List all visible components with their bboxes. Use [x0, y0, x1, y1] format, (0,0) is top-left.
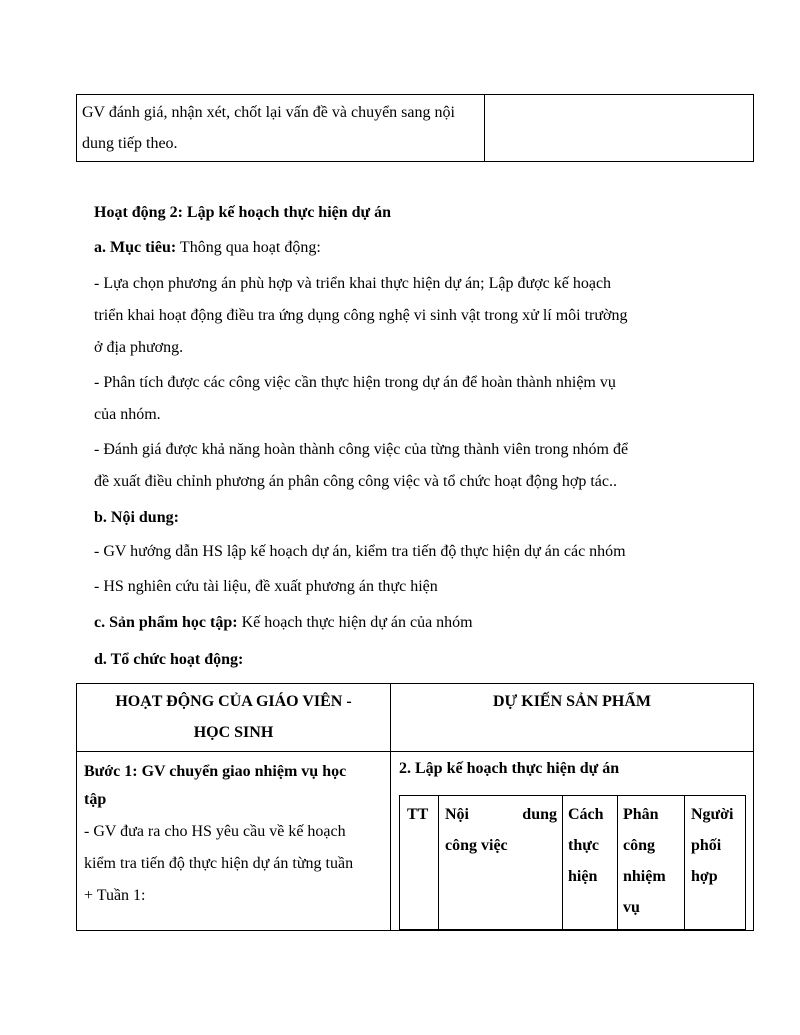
activity-table — [76, 683, 754, 931]
previous-table — [76, 94, 754, 162]
col-header-tt: TT — [407, 806, 429, 823]
header-word: Nội — [445, 806, 469, 823]
step-line: - GV đưa ra cho HS yêu cầu về kế hoạch — [84, 823, 346, 840]
header-word: phối — [691, 837, 722, 854]
objective-line: triển khai hoạt động điều tra ứng dụng công nghệ vi sinh vật trong xử lí môi trường — [94, 307, 628, 324]
table-divider — [484, 95, 485, 161]
table-cell-left: GV đánh giá, nhận xét, chốt lại vấn đề và chuyển sang nội dung tiếp theo. — [82, 104, 455, 152]
header-word: hiện — [568, 868, 598, 885]
objective-line: - Đánh giá được khả năng hoàn thành công việc của từng thành viên trong nhóm để — [94, 441, 629, 458]
section-heading: Hoạt động 2: Lập kế hoạch thực hiện dự án — [94, 204, 392, 221]
objective-line: của nhóm. — [94, 406, 161, 423]
header-word: Phân — [623, 806, 659, 823]
column-divider — [562, 796, 563, 929]
step-line: + Tuần 1: — [84, 887, 146, 904]
objective-intro: Thông qua hoạt động: — [179, 239, 321, 256]
col-header-assignment — [623, 799, 666, 923]
table-divider — [77, 751, 753, 752]
plan-table — [399, 795, 746, 931]
product-paragraph — [94, 613, 473, 633]
table-divider — [390, 684, 391, 930]
header-word: hợp — [691, 868, 718, 885]
header-word: nhiệm — [623, 868, 666, 885]
col-header-method — [568, 799, 604, 892]
step-line: kiểm tra tiến độ thực hiện dự án từng tuần — [84, 855, 354, 872]
header-word: thực — [568, 837, 599, 854]
content-line: - GV hướng dẫn HS lập kế hoạch dự án, kiểm tra tiến độ thực hiện dự án các nhóm — [94, 543, 626, 560]
header-line: HỌC SINH — [193, 724, 274, 741]
product-label: c. Sản phẩm học tập: — [94, 614, 238, 631]
objective-line: đề xuất điều chỉnh phương án phân công công việc và tổ chức hoạt động hợp tác.. — [94, 473, 618, 490]
header-word: công — [623, 837, 655, 854]
step-title: tập — [84, 791, 107, 808]
header-word: công việc — [445, 837, 508, 854]
organize-label: d. Tổ chức hoạt động: — [94, 651, 244, 668]
objective-paragraph — [94, 238, 321, 258]
col-header-coordinator — [691, 799, 733, 892]
step-title: Bước 1: GV chuyển giao nhiệm vụ học — [84, 763, 347, 780]
objective-line: ở địa phương. — [94, 339, 184, 356]
product-text: Kế hoạch thực hiện dự án của nhóm — [241, 614, 473, 631]
objective-line: - Phân tích được các công việc cần thực hiện trong dự án để hoàn thành nhiệm vụ — [94, 374, 616, 391]
col-header-content — [445, 799, 557, 861]
column-divider — [617, 796, 618, 929]
header-expected-product: DỰ KIẾN SẢN PHẨM — [492, 693, 652, 710]
objective-label: a. Mục tiêu: — [94, 239, 177, 256]
content-line: - HS nghiên cứu tài liệu, đề xuất phương án thực hiện — [94, 578, 438, 595]
column-divider — [684, 796, 685, 929]
header-word: vụ — [623, 899, 640, 916]
column-divider — [438, 796, 439, 929]
header-line: HOẠT ĐỘNG CỦA GIÁO VIÊN - — [115, 693, 352, 710]
plan-title: 2. Lập kế hoạch thực hiện dự án — [399, 760, 620, 777]
header-word: Cách — [568, 806, 604, 823]
header-word: Người — [691, 806, 734, 823]
content-label: b. Nội dung: — [94, 509, 179, 526]
objective-line: - Lựa chọn phương án phù hợp và triển khai thực hiện dự án; Lập được kế hoạch — [94, 275, 612, 292]
step-cell — [84, 756, 390, 912]
header-teacher-student — [77, 686, 390, 748]
header-word: dung — [522, 806, 557, 823]
